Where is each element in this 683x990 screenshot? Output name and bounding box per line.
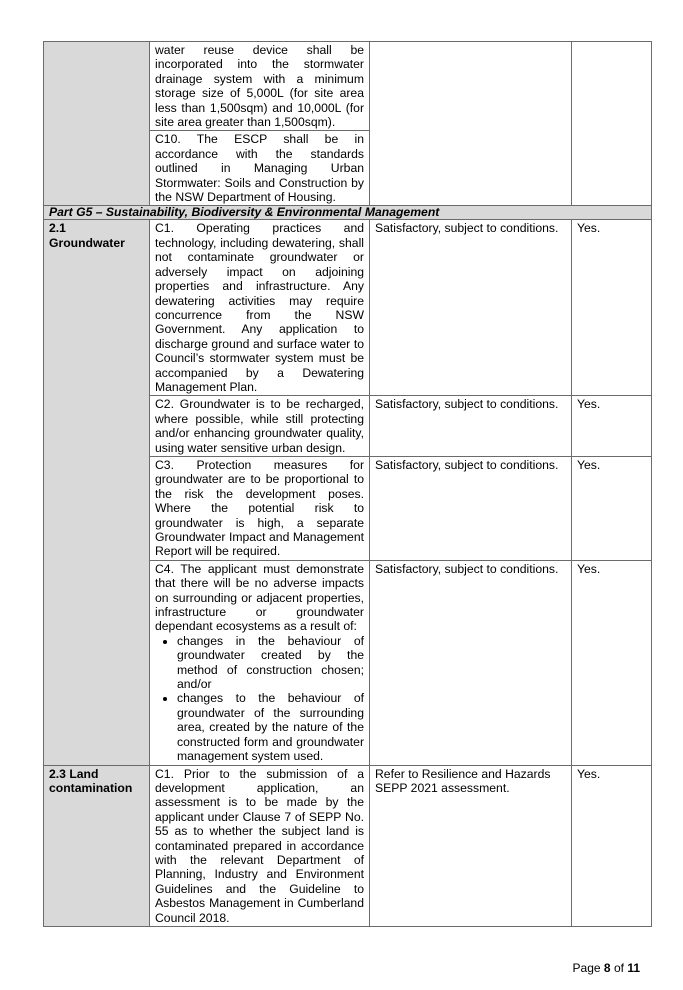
comment-text: Refer to Resilience and Hazards SEPP 2021 assessment. [370, 765, 572, 926]
page-label: Page [572, 961, 601, 975]
topic-land-contamination: 2.3 Land contamination [44, 765, 150, 926]
control-text: C4. The applicant must demonstrate that there will be no adverse impacts on surrounding or adjacent properties, infrastructure or groundwater dependant ecosystems as a result of: [155, 561, 364, 634]
comment-text: Satisfactory, subject to conditions. [370, 396, 572, 457]
comment-text: Satisfactory, subject to conditions. [370, 456, 572, 560]
page-number: 8 [603, 961, 611, 975]
table-row [44, 42, 652, 206]
control-text: C1. Prior to the submission of a development application, an assessment is to be made by the applicant under Clause 7 of SEPP No. 55 as to whether the subject land is contaminated prepared in accordance with the relevant Department of Planning, Industry and Environment Guidelines and the Guideline to Asbestos Management in Cumberland Council 2018. [150, 765, 370, 926]
page-footer [573, 961, 640, 975]
list-item: • changes to the behaviour of groundwater of the surrounding area, created by the nature of the constructed form and groundwater management system used. [177, 691, 364, 763]
control-text: C10. The ESCP shall be in accordance with the standards outlined in Managing Urban Stormwater: Soils and Construction by the NSW Department of Housing. [155, 132, 364, 205]
complies-text: Yes. [572, 396, 652, 457]
comment-text: Satisfactory, subject to conditions. [370, 560, 572, 765]
control-text: water reuse device shall be incorporated into the stormwater drainage system with a minimum storage size of 5,000L (for site area less than 1,500sqm) and 10,000L (for site area greater than 1,500sqm). [150, 42, 369, 131]
page-total: 11 [627, 961, 640, 975]
section-heading-row [44, 206, 652, 220]
topic-groundwater: 2.1 Groundwater [44, 220, 150, 765]
table-row [44, 765, 652, 926]
control-cell [150, 42, 370, 206]
complies-text: Yes. [572, 560, 652, 765]
complies-text: Yes. [572, 220, 652, 396]
control-cell [150, 560, 370, 765]
list-item: • changes in the behaviour of groundwater created by the method of construction chosen; and/or [177, 634, 364, 692]
control-text: C1. Operating practices and technology, including dewatering, shall not contaminate groundwater or adversely impact on adjoining properties and infrastructure. Any dewatering activities may require concurrence from the NSW Government. Any application to discharge ground and surface water to Council’s stormwater system must be accompanied by a Dewatering Management Plan. [150, 220, 370, 396]
comment-cell [370, 42, 572, 206]
of-label: of [613, 961, 624, 975]
complies-text: Yes. [572, 456, 652, 560]
section-heading: Part G5 – Sustainability, Biodiversity & Environmental Management [44, 206, 652, 220]
bullet-list [155, 634, 364, 764]
complies-cell [572, 42, 652, 206]
topic-cell [44, 42, 150, 206]
complies-text: Yes. [572, 765, 652, 926]
assessment-table [43, 41, 652, 927]
control-text: C3. Protection measures for groundwater are to be proportional to the risk the development poses. Where the potential risk to groundwater is high, a separate Groundwater Impact and Management Report will be required. [150, 456, 370, 560]
control-text: C2. Groundwater is to be recharged, where possible, while still protecting and/or enhancing groundwater quality, using water sensitive urban design. [150, 396, 370, 457]
comment-text: Satisfactory, subject to conditions. [370, 220, 572, 396]
table-row [44, 220, 652, 396]
